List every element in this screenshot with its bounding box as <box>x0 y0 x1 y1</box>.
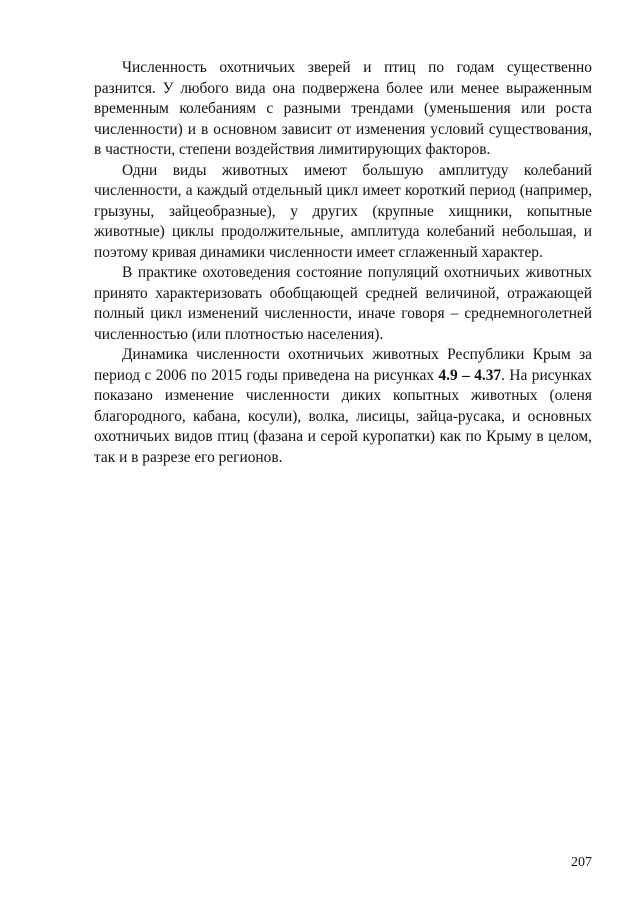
paragraph-3: В практике охотоведения состояние популяций охотничьих животных принято характеризовать обобщающей средней величиной, отражающей полный цикл изменений численности, иначе говоря – среднемноголетней численностью (или плотностью населения). <box>94 264 592 343</box>
page-body <box>94 58 592 468</box>
paragraph-4-text-end: . На рисунках показано изменение численности диких копытных животных (оленя благородного, кабана, косули), волка, лисицы, зайца-русака, и основных охотничьих видов птиц (фазана и серой куропатки) как по Крыму в целом, так и в разрезе его регионов. <box>94 366 593 466</box>
paragraph-1: Численность охотничьих зверей и птиц по годам существенно разнится. У любого вида она подвержена более или менее выраженным временным колебаниям с разными трендами (уменьшения или роста численности) и в основном зависит от изменения условий существования, в частности, степени воздействия лимитирующих факторов. <box>94 59 592 158</box>
paragraph-4 <box>94 345 592 468</box>
page-number: 207 <box>571 855 592 870</box>
figures-reference: 4.9 – 4.37 <box>438 366 502 384</box>
paragraph-4-text-start: Динамика численности охотничьих животных Республики Крым за период с 2006 по 2015 годы приведена на рисунках <box>94 346 592 384</box>
paragraph-2: Одни виды животных имеют большую амплитуду колебаний численности, а каждый отдельный цикл имеет короткий период (например, грызуны, зайцеобразные), у других (крупные хищники, копытные животные) циклы продолжительные, амплитуда колебаний небольшая, и поэтому кривая динамики численности имеет сглаженный характер. <box>94 161 592 261</box>
